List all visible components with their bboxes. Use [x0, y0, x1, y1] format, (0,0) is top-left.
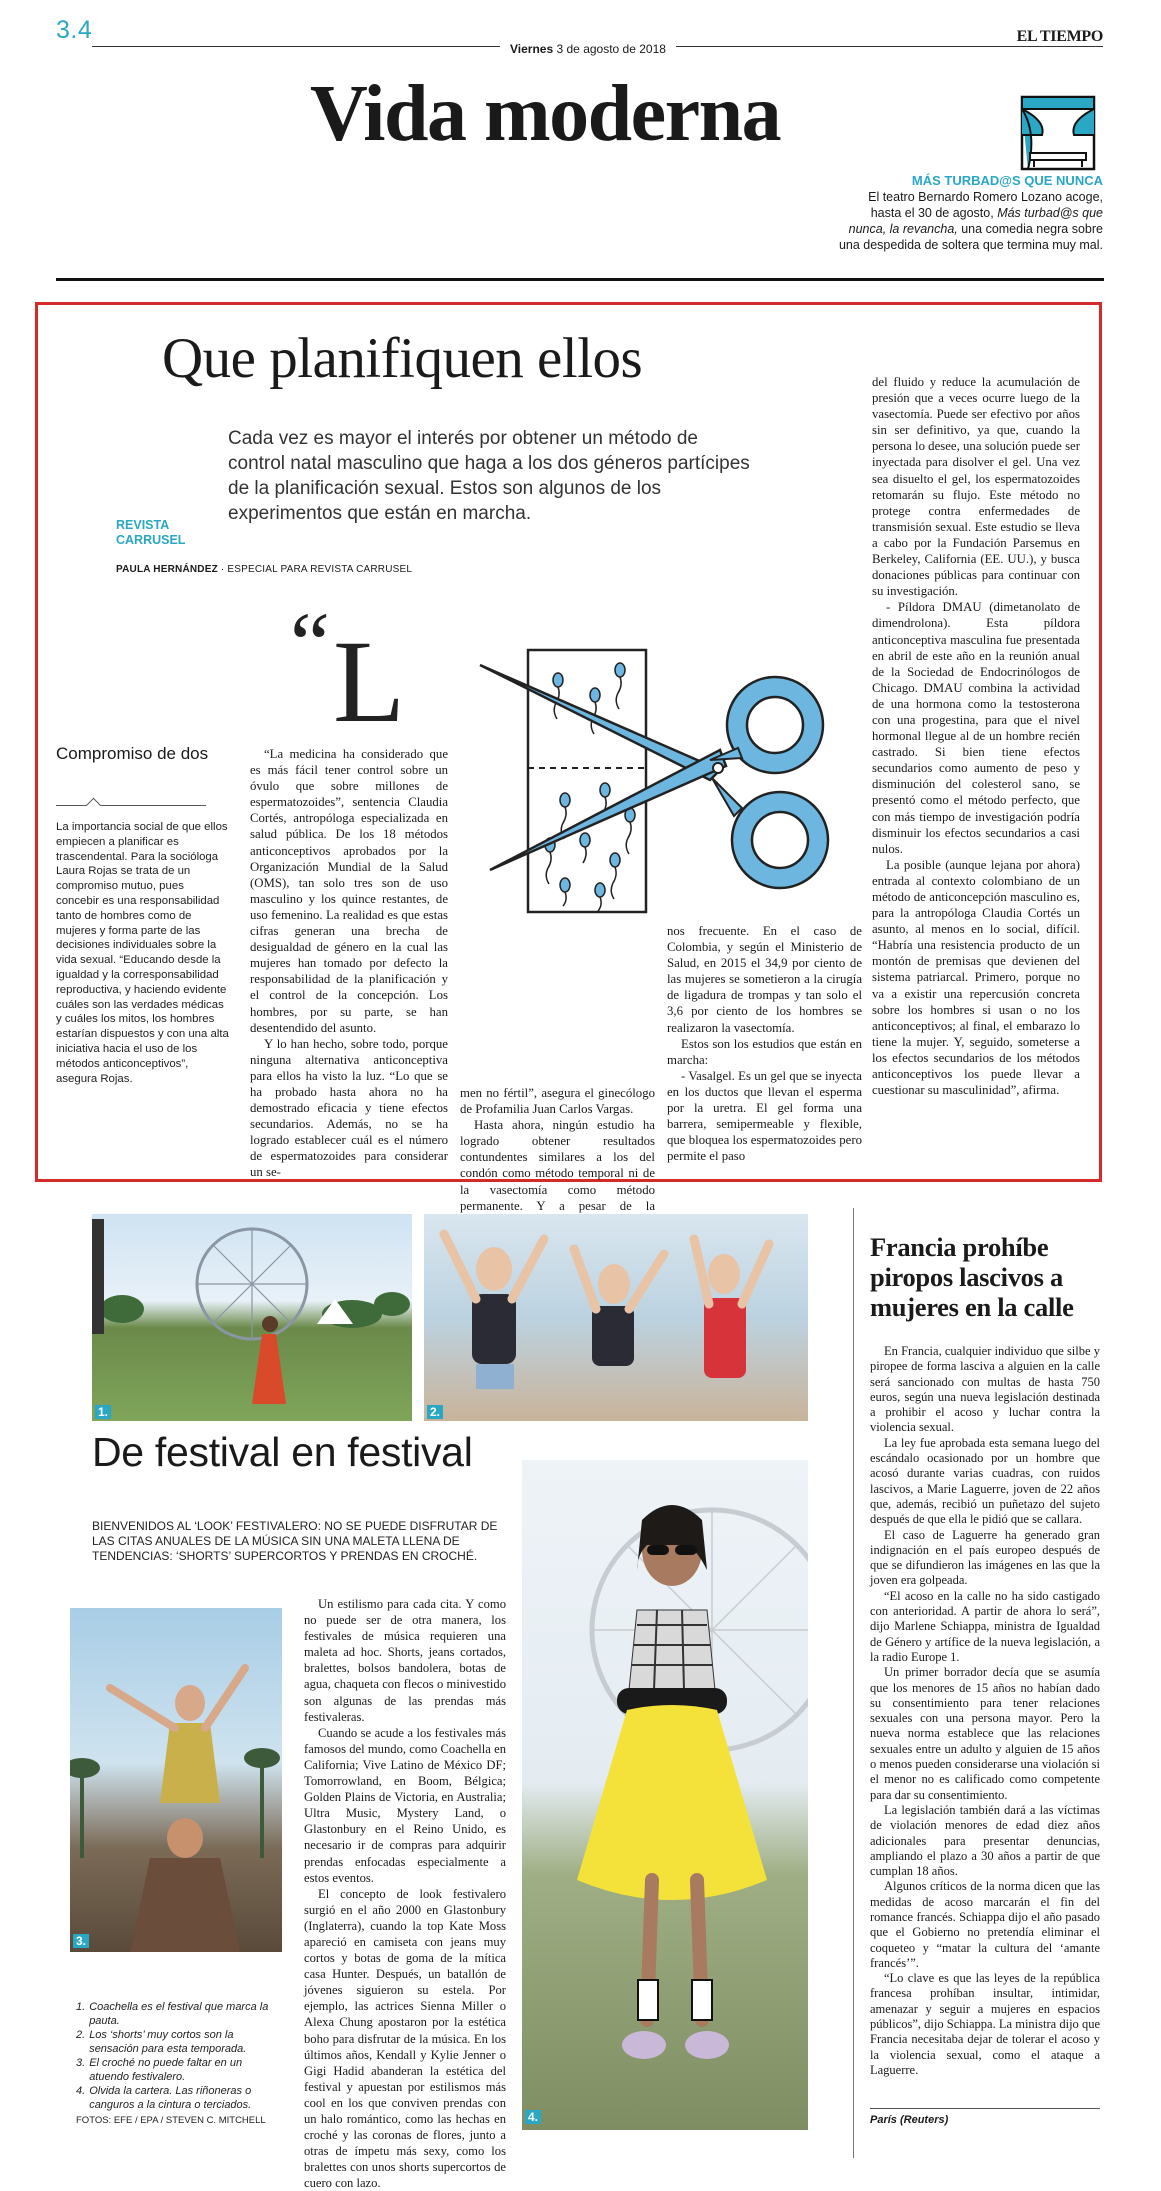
signoff-rule: [870, 2108, 1100, 2109]
article3-p1: En Francia, cualquier individuo que silbe y piropee de forma lasciva a alguien en la calle será sancionado con multas de hasta 750 euros, según una nueva legislación destinada a prohibir el acoso y luchar contra la violencia sexual.: [870, 1344, 1100, 1435]
caption-3: [76, 2056, 281, 2084]
article1-col1-p2: Y lo han hecho, sobre todo, porque ninguna alternativa anticonceptiva para ellos ha visto la luz. “Lo que se ha probado hasta ahora no ha demostrado eficacia y tiene efectos secundarios. Además, no se ha logrado establecer cuál es el número de espermatozoides para considerar un se-: [250, 1036, 448, 1180]
promo-title: MÁS TURBAD@S QUE NUNCA: [911, 173, 1103, 188]
article1-col3-p2: Estos son los estudios que están en marcha:: [667, 1036, 862, 1067]
dropcap-letter: L: [333, 616, 406, 747]
promo-line-4: una despedida de soltera que termina muy mal.: [838, 238, 1103, 252]
article3-p8: “Lo clave es que las leyes de la república francesa prohíban insultar, intimidar, amenazar y seguir a mujeres en espacios públicos”, dijo Schiappa. La ministra dijo que Francia necesitaba dejar de tolerar el acoso y la violencia sexual, como el ataque a Laguerre.: [870, 1971, 1100, 2077]
section-title: Vida moderna: [310, 70, 781, 158]
date-rest: 3 de agosto de 2018: [556, 42, 666, 56]
article1-col2-p2: Hasta ahora, ningún estudio ha logrado obtener resultados contundentes similares a los del condón como método temporal ni de la vasectomía como método permanente. Y a pesar de la: [460, 1118, 655, 1213]
article1-col4-p2: - Píldora DMAU (dimetanolato de dimendrolona). Esta píldora anticonceptiva masculina fue presentada en abril de este año en la reunión anual de la Sociedad de Endocrinólogos de Chicago. DMAU combina la actividad de una hormona como la testosterona con una progestina, para que el nivel hormonal llegue al de un hombre recién castrado. Si bien tiene efectos secundarios como aumento de peso y disminución del colesterol sano, se presentó como el método perfecto, que con más tiempo de investigación podría disminuir los efectos secundarios a casi nulos.: [872, 600, 1080, 856]
article2-title: De festival en festival: [92, 1429, 473, 1475]
caption-3-text: El croché no puede faltar en un atuendo festivalero.: [89, 2057, 243, 2083]
caption-2-text: Los ‘shorts’ muy cortos son la sensación para esta temporada.: [89, 2029, 247, 2055]
article3-p4: “El acoso en la calle no ha sido castigado con anterioridad. A partir de ahora lo será”, dijo Marlene Schiappa, ministra de Igualdad de Género y artífice de la nueva legislación, a la radio Europe 1.: [870, 1588, 1100, 1664]
brand-logo: EL TIEMPO: [1016, 28, 1103, 45]
article2-body: [304, 1596, 506, 2191]
photo-number-2: 2.: [427, 1405, 443, 1419]
promo-box: [763, 173, 1103, 253]
promo-line-3-italic: nunca, la revancha,: [848, 222, 958, 236]
article3-body: [870, 1344, 1100, 2078]
promo-line-1: El teatro Bernardo Romero Lozano acoge,: [868, 190, 1103, 204]
article1-dek: Cada vez es mayor el interés por obtener un método de control natal masculino que haga a los dos géneros partícipes de la planificación sexual. Estos son algunos de los experimentos que están en marcha.: [228, 428, 750, 524]
theater-stage-icon: [1020, 95, 1096, 171]
caption-1: [76, 2000, 281, 2028]
byline-rest: · ESPECIAL PARA REVISTA CARRUSEL: [217, 564, 413, 575]
caption-1-text: Coachella es el festival que marca la pauta.: [89, 2001, 269, 2027]
article3-p7: Algunos críticos de la norma dicen que las medidas de acoso marcarán el fin del romance francés. Schiappa dijo el año pasado que el Gobierno no pretendía eliminar el coqueteo y “matar la cultura del ‘amante francés’”.: [870, 1879, 1100, 1970]
article1-col4-p3: La posible (aunque lejana por ahora) entrada al contexto colombiano de un método de anticoncepción masculino es, para la antropóloga Claudia Cortés un asunto, al menos en lo social, difícil. “Habría una resistencia producto de un montón de premisas que devienen del sistema patriarcal. Primero, porque no va a existir una repercusión concreta sobre los hombres si usan o no los anticonceptivos; al final, el embarazo lo tiene la mujer. Y, seguido, someterse a los efectos secundarios de los métodos anticonceptivos los puede llevar a cuestionar su masculinidad”, afirma.: [872, 857, 1080, 1098]
article2-p1: Un estilismo para cada cita. Y como no puede ser de otra manera, los festivales de música requieren una maleta ad hoc. Shorts, jeans cortados, bralettes, bolsos bandolera, botas de agua, chaqueta con flecos o minivestido son algunas de las prendas más festivaleras.: [304, 1597, 506, 1724]
article2-dek: BIENVENIDOS AL ‘LOOK’ FESTIVALERO: NO SE PUEDE DISFRUTAR DE LAS CITAS ANUALES DE LA MÚSICA SIN UNA MALETA LLENA DE TENDENCIAS: ‘SHORTS’ SUPERCORTOS Y PRENDAS EN CROCHÉ.: [92, 1519, 498, 1563]
photo-festival-crowd: [92, 1214, 412, 1421]
caption-2-num: 2.: [76, 2029, 86, 2041]
sidebar-rule: [56, 805, 206, 806]
article1-column-1: [250, 746, 448, 1181]
article1-title: Que planifiquen ellos: [162, 327, 643, 390]
column-divider: [853, 1208, 854, 2158]
article2-p2: Cuando se acude a los festivales más famosos del mundo, como Coachella en California; Vive Latino de México DF; Tomorrowland, en Boom, Bélgica; Golden Plains de Victoria, en Australia; Ultra Music, Mystery Land, o Glastonbury en el Reino Unido, es necesario ir de compras para adquirir prendas enfocadas especialmente a estos eventos.: [304, 1725, 506, 1885]
photo-captions: [76, 2000, 281, 2128]
caption-3-num: 3.: [76, 2057, 86, 2069]
caption-4-text: Olvida la cartera. Las riñoneras o canguros a la cintura o terciados.: [89, 2085, 252, 2111]
photo-festival-shoulders: [70, 1608, 282, 1952]
article1-col2-p1: men no fértil”, asegura el ginecólogo de Profamilia Juan Carlos Vargas.: [460, 1086, 655, 1117]
page-date: [500, 42, 676, 56]
article1-column-3: [667, 923, 862, 1164]
article1-source: REVISTA CARRUSEL: [116, 518, 186, 547]
caption-4: [76, 2084, 281, 2112]
photo-dancing-girls: [424, 1214, 808, 1421]
date-day: Viernes: [510, 42, 554, 56]
article1-col4-p1: del fluido y reduce la acumulación de presión que a veces ocurre luego de la vasectomía. Puede ser efectivo por años sin ser definitivo, ya que, cuando la persona lo desee, una solución puede ser inyectada para disolver el gel. Una vez sea disuelto el gel, los espermatozoides retomarán su flujo. Este método no protege contra enfermedades de transmisión sexual. Este estudio se lleva a cabo por la Fundación Parsemus en Berkeley, California (EE. UU.), y busca donaciones públicas para continuar con su investigación.: [872, 375, 1080, 599]
promo-line-2: hasta el 30 de agosto,: [870, 206, 994, 220]
dropcap-quote: “: [290, 595, 330, 694]
header-bottom-rule: [56, 278, 1104, 281]
caption-4-num: 4.: [76, 2085, 86, 2097]
photo-yellow-skirt: [522, 1460, 808, 2130]
article1-column-4: [872, 374, 1080, 1098]
scissors-sperm-illustration: [470, 640, 860, 920]
byline-name: PAULA HERNÁNDEZ: [116, 564, 218, 575]
article3-p6: La legislación también dará a las víctimas de violación menores de edad diez años adicionales para presentar denuncias, ampliando el plazo a 30 años a partir de que cumplan 18 años.: [870, 1802, 1100, 1879]
promo-line-2-italic: Más turbad@s que: [997, 206, 1103, 220]
article1-col1-p1: “La medicina ha considerado que es más fácil tener control sobre un óvulo que sobre millones de espermatozoides”, sentencia Claudia Cortés, antropóloga especializada en salud pública. De los 18 métodos anticonceptivos aprobados por la Organización Mundial de la Salud (OMS), tan solo tres son de uso masculino y los quince restantes, de uso femenino. La realidad es que estas cifras generan una brecha de desigualdad de género en la cual las mujeres han tomado por defecto la responsabilidad de la planificación y el control de la concepción. Los hombres, por su parte, se han desentendido del asunto.: [250, 747, 448, 1035]
article2-p3: El concepto de look festivalero surgió en el año 2000 en Glastonbury (Inglaterra), cuando la top Kate Moss apareció en camiseta con jeans muy cortos y botas de goma de la mítica casa Hunter. Después, un batallón de jóvenes siguieron su estela. Por ejemplo, las actrices Sienna Miller o Alexa Chung apostaron por la estética boho para disfrutar de la música. En los últimos años, Kendall y Kylie Jenner o Gigi Hadid abanderan la estética del festival y apuestan por estilismos más cool en los que conviven prendas con un halo romántico, como las hechas en croché y las coronas de flores, junto a otras de ímpetu más sexy, como los bralettes con unos shorts supercortos de cuero con lazo.: [304, 1886, 506, 2191]
sidebar-text: La importancia social de que ellos empiecen a planificar es trascendental. Para la socióloga Laura Rojas se trata de un compromiso mutuo, pues concebir es una responsabilidad tanto de hombres como de mujeres y forma parte de las decisiones individuales sobre la vida sexual. “Educando desde la igualdad y la corresponsabilidad reproductiva, y haciendo evidente cuáles son las verdades médicas y cuáles los mitos, los hombres estarían dispuestos y con una alta iniciativa hacia el uso de los métodos anticonceptivos”, asegura Rojas.: [56, 821, 229, 1085]
photo-number-4: 4.: [525, 2110, 541, 2124]
promo-line-3: una comedia negra sobre: [961, 222, 1103, 236]
caption-2: [76, 2028, 281, 2056]
caption-1-num: 1.: [76, 2001, 86, 2013]
photo-credit: FOTOS: EFE / EPA / STEVEN C. MITCHELL: [76, 2115, 266, 2126]
article1-col3-p1: nos frecuente. En el caso de Colombia, y según el Ministerio de Salud, en 2015 el 34,9 por ciento de las mujeres se sometieron a la cirugía de ligadura de trompas y tan solo el 3,6 por ciento de los hombres se realizaron la vasectomía.: [667, 924, 862, 1035]
page-number: 3.4: [56, 16, 93, 44]
sidebar-title: Compromiso de dos: [56, 744, 209, 763]
article3-title: Francia prohíbe piropos lascivos a mujeres en la calle: [870, 1232, 1074, 1322]
photo-number-3: 3.: [73, 1934, 89, 1948]
article3-p5: Un primer borrador decía que se asumía que los menores de 15 años no habían dado su consentimiento para tener relaciones sexuales con una persona mayor. Pero la nueva norma establece que las relaciones sexuales entre un adulto y alguien de 15 años o menos pueden considerarse una violación si el menor no es calificado como competente para dar su consentimiento.: [870, 1665, 1100, 1802]
article3-signoff: París (Reuters): [870, 2114, 949, 2126]
article1-byline: [116, 564, 412, 575]
article3-p3: El caso de Laguerre ha generado gran indignación en el país europeo después de que se difundieron las imágenes en las que la joven era golpeada.: [870, 1527, 1100, 1588]
photo-number-1: 1.: [95, 1405, 111, 1419]
article3-p2: La ley fue aprobada esta semana luego del escándalo ocasionado por un hombre que acosó durante varias cuadras, con ruidos lascivos, a Marie Laguerre, joven de 22 años que, además, recibió un puñetazo del sujeto después de que ella le pidió que se callara.: [870, 1435, 1100, 1527]
article1-col3-p3: - Vasalgel. Es un gel que se inyecta en los ductos que llevan el esperma por la uretra. El gel forma una barrera, semipermeable y flexible, que bloquea los espermatozoides pero permite el paso: [667, 1068, 862, 1164]
